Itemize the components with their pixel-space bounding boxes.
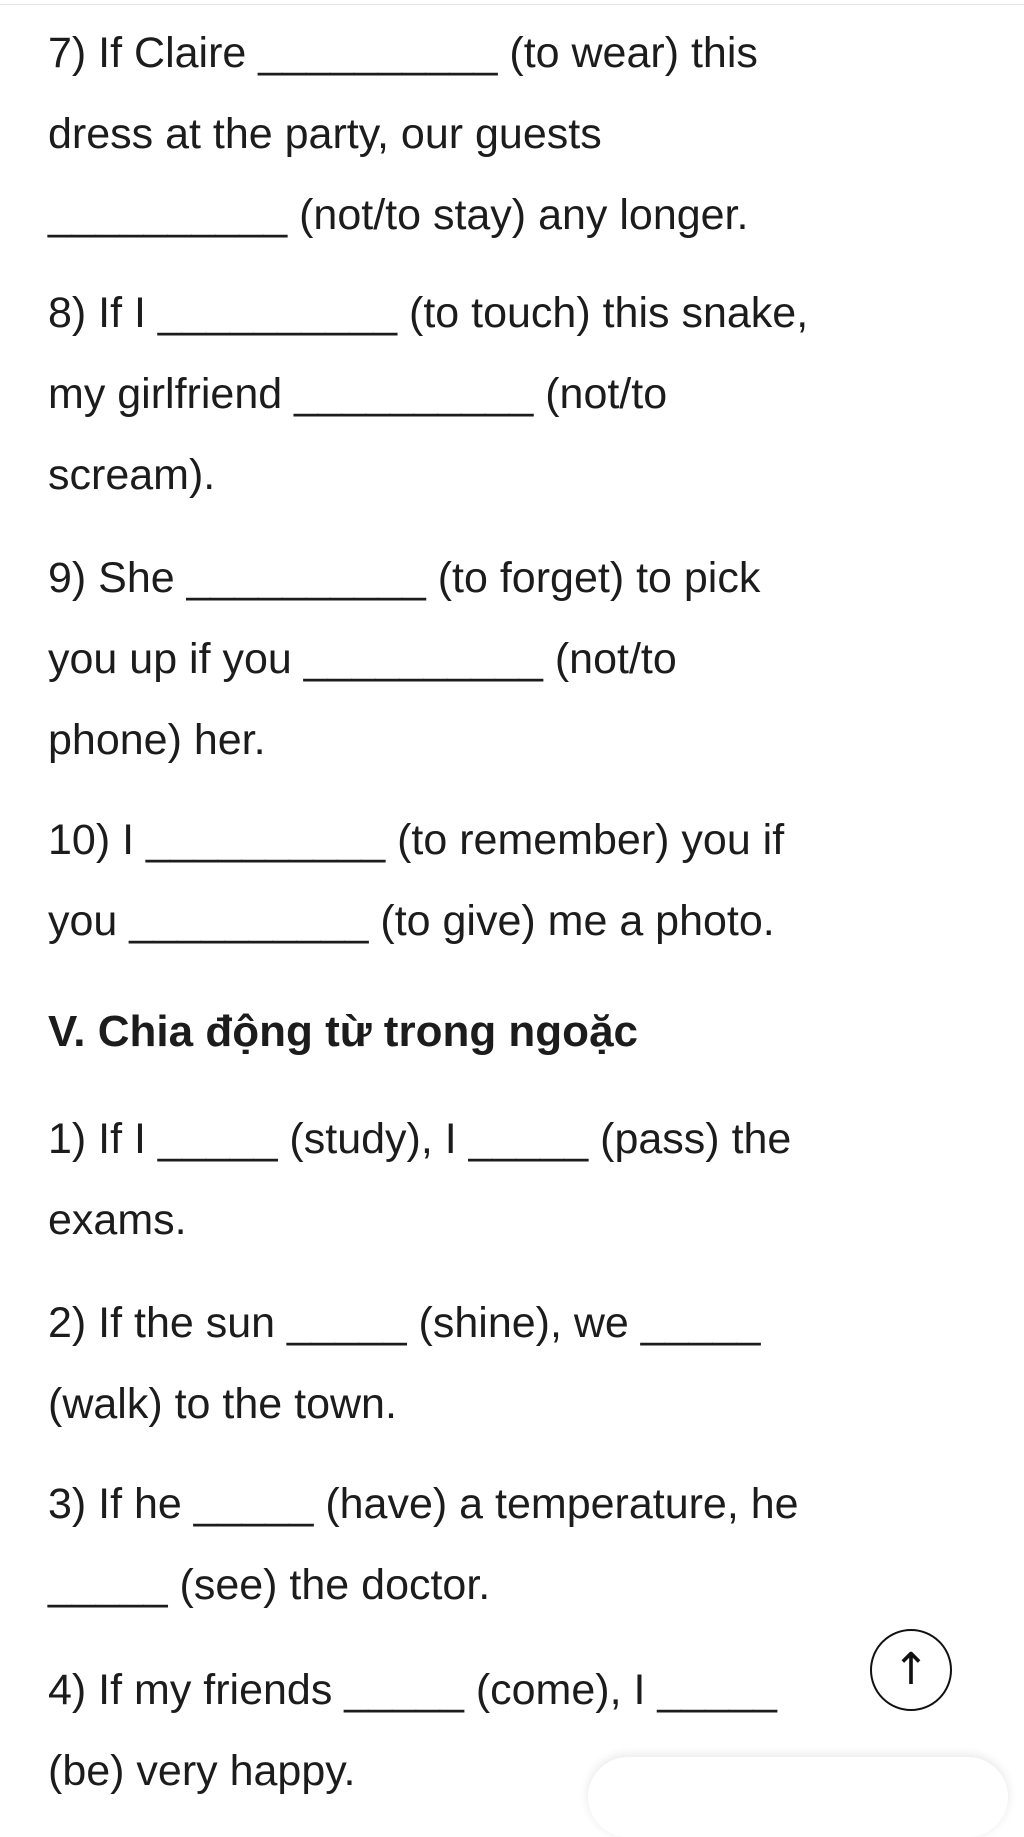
q9-line-2: you up if you __________ (not/to <box>48 635 677 683</box>
v1-line-1: 1) If I _____ (study), I _____ (pass) the <box>48 1115 792 1163</box>
q8-line-2: my girlfriend __________ (not/to <box>48 370 668 418</box>
q8-line-1: 8) If I __________ (to touch) this snake, <box>48 289 809 337</box>
arrow-up-icon: ↑ <box>892 1644 930 1695</box>
q7-line-3: __________ (not/to stay) any longer. <box>48 191 749 239</box>
v2-line-1: 2) If the sun _____ (shine), we _____ <box>48 1299 761 1347</box>
q9-line-1: 9) She __________ (to forget) to pick <box>48 554 761 602</box>
q8-line-3: scream). <box>48 451 216 499</box>
top-divider <box>0 4 1024 5</box>
v1-line-2: exams. <box>48 1196 187 1244</box>
v3-line-1: 3) If he _____ (have) a temperature, he <box>48 1480 799 1528</box>
bottom-floating-panel <box>588 1757 1008 1837</box>
v4-line-1: 4) If my friends _____ (come), I _____ <box>48 1666 777 1714</box>
q7-line-2: dress at the party, our guests <box>48 110 602 158</box>
v2-line-2: (walk) to the town. <box>48 1380 397 1428</box>
q9-line-3: phone) her. <box>48 716 266 764</box>
v3-line-2: _____ (see) the doctor. <box>48 1561 491 1609</box>
q10-line-2: you __________ (to give) me a photo. <box>48 897 775 945</box>
section-heading: V. Chia động từ trong ngoặc <box>48 1007 639 1056</box>
v4-line-2: (be) very happy. <box>48 1747 356 1795</box>
q10-line-1: 10) I __________ (to remember) you if <box>48 816 785 864</box>
q7-line-1: 7) If Claire __________ (to wear) this <box>48 29 758 77</box>
scroll-to-top-button[interactable] <box>870 1629 952 1711</box>
